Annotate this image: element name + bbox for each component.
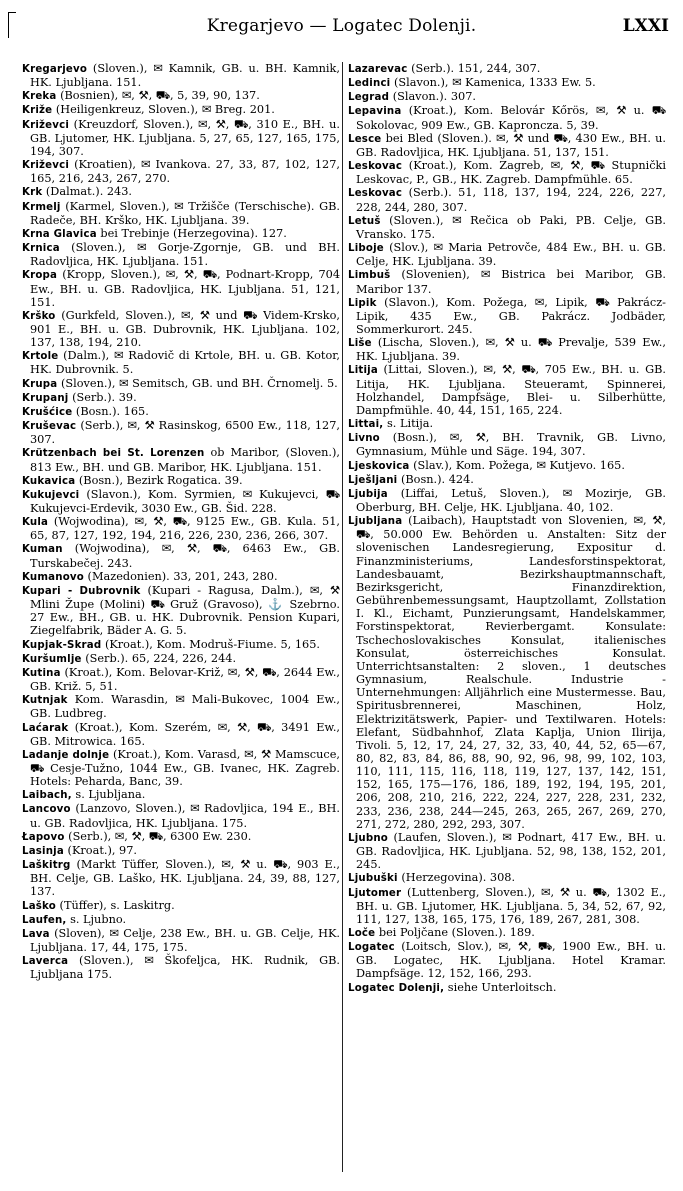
directory-entry — [348, 886, 666, 926]
directory-entry — [22, 309, 340, 349]
directory-entry — [348, 459, 666, 473]
entry-text: (Dalm.), ✉ Radovič di Krtole, BH. u. GB. Kotor, HK. Dubrovnik. 5. — [30, 349, 340, 377]
directory-entry — [22, 515, 340, 542]
directory-entry — [22, 927, 340, 954]
right-column — [348, 62, 666, 995]
directory-entry — [348, 417, 666, 431]
directory-entry — [22, 830, 340, 844]
entry-headword: Liše — [348, 338, 372, 350]
entry-headword: Kula — [22, 517, 49, 529]
entry-headword: Kruševac — [22, 421, 77, 433]
entry-headword: Kukavica — [22, 475, 76, 487]
entry-headword: Kropa — [22, 270, 58, 282]
entry-headword: Laško — [22, 900, 56, 912]
directory-entry — [348, 296, 666, 336]
entry-headword: Laufen, — [22, 914, 67, 926]
entry-text: bei Poljčane (Sloven.). 189. — [378, 926, 535, 939]
entry-headword: Lesce — [348, 133, 382, 145]
entry-text: (Heiligenkreuz, Sloven.), ✉ Breg. 201. — [55, 103, 275, 117]
left-column — [22, 62, 340, 981]
directory-entry — [22, 103, 340, 117]
directory-entry — [22, 570, 340, 584]
entry-headword: Ljubno — [348, 832, 388, 844]
entry-text: (Kroat.), 97. — [67, 843, 138, 857]
entry-headword: Logatec Dolenji, — [348, 982, 445, 994]
entry-headword: Ladanje dolnje — [22, 749, 110, 761]
entry-text: (Kropp, Sloven.), ✉, ⚒, ⛟, Podnart-Kropp, 704 Ew., BH. u. GB. Radovljica, HK. Ljubljana. 51, 121, 151. — [30, 268, 341, 309]
directory-entry — [348, 871, 666, 885]
entry-headword: Lasinja — [22, 845, 64, 857]
entry-text: (Kreuzdorf, Sloven.), ✉, ⚒, ⛟, 310 E., BH. u. GB. Ljutomer, HK. Ljubljana. 5, 27, 65, 127, 165, 175, 194, 307. — [30, 117, 340, 158]
directory-entry — [348, 831, 666, 871]
entry-text: (Laufen, Sloven.), ✉ Podnart, 417 Ew., BH. u. GB. Radovljica, HK. Ljubljana. 52, 98, 138, 152, 201, 245. — [356, 830, 666, 872]
entry-headword: Krmelj — [22, 201, 61, 213]
entry-headword: Krnica — [22, 243, 60, 255]
entry-text: (Kroat.), Kom. Szerém, ✉, ⚒, ⛟, 3491 Ew., GB. Mitrowica. 165. — [30, 720, 341, 748]
entry-text: (Lanzovo, Sloven.), ✉ Radovljica, 194 E., BH. u. GB. Radovljica, HK. Ljubljana. 175. — [30, 802, 340, 830]
entry-headword: Laćarak — [22, 722, 69, 734]
entry-text: (Kroatien), ✉ Ivankova. 27, 33, 87, 102, 127, 165, 216, 243, 267, 270. — [30, 158, 340, 186]
directory-entry — [348, 473, 666, 487]
entry-headword: Lava — [22, 928, 50, 940]
entry-text: (Sloven.), ✉ Gorje-Zgornje, GB. und BH. Radovljica, HK. Ljubljana. 151. — [30, 241, 340, 269]
entry-headword: Laverca — [22, 956, 69, 968]
entry-headword: Kupjak-Skrad — [22, 639, 102, 651]
directory-entry — [348, 132, 666, 159]
directory-entry — [22, 349, 340, 376]
running-title: Kregarjevo — Logatec Dolenji. — [206, 16, 477, 36]
entry-headword: Krupanj — [22, 392, 69, 404]
entry-text: (Bosnien), ✉, ⚒, ⛟, 5, 39, 90, 137. — [60, 89, 260, 103]
entry-text: (Wojwodina), ✉, ⚒, ⛟, 6463 Ew., GB. Turskabečej. 243. — [30, 542, 340, 570]
directory-entry — [22, 638, 340, 652]
entry-text: (Laibach), Hauptstadt von Slovenien, ✉, ⚒, ⛟, 50.000 Ew. Behörden u. Anstalten: Sitz der slovenischen Landesregierung, Expositur d. Finanzministeriums, Landesforstinspektorat, Landesbauamt, Bezirkshauptmannschaft, Bezirksgericht, Finanzdirektion, Gebührenbemessungsamt, Hauptzollamt, Zollstation I. Kl., Eichamt, Punzierungsamt, Handelskammer, Forstinspektorat, Revierbergamt. Konsulate: Tschechoslovakisches Konsulat, italienisches Konsulat, österreichisches Konsulat. Unterrichtsanstalten: 2 sloven., 1 deutsches Gymnasium, Realschule. Industrie - Unternehmungen: Alljährlich eine Mustermesse. Bau, Spiritusbrennerei, Maschinen, Holz, Elektrizitätswerk, Papier- und Textilwaren. Hotels: Elefant, Südbahnhof, Zlata Kaplja, Union Ilirija, Tivoli. 5, 12, 17, 24, 27, 32, 33, 40, 44, 52, 65—67, 80, 82, 83, 84, 86, 88, 90, 92, 96, 98, 99, 102, 103, 110, 111, 115, 116, 118, 119, 127, 137, 142, 151, 152, 165, 175—176, 186, 189, 192, 194, 195, 201, 206, 208, 210, 216, 222, 224, 227, 228, 231, 232, 233, 236, 238, 244—245, 263, 265, 267, 269, 270, 271, 272, 280, 292, 293, 307. — [356, 514, 666, 831]
directory-entry — [348, 487, 666, 514]
directory-entry — [348, 336, 666, 363]
entry-text: bei Bled (Sloven.). ✉, ⚒ und ⛟, 430 Ew., BH. u. GB. Radovljica, HK. Ljubljana. 51, 137, 151. — [356, 131, 666, 159]
directory-entry — [22, 377, 340, 391]
entry-headword: Lepavina — [348, 106, 402, 118]
directory-entry — [22, 446, 340, 473]
directory-entry — [22, 899, 340, 913]
entry-headword: Lancovo — [22, 804, 71, 816]
entry-headword: Križevci — [22, 119, 70, 131]
entry-headword: Ljeskovica — [348, 460, 410, 472]
entry-text: Kom. Warasdin, ✉ Mali-Bukovec, 1004 Ew., GB. Ludbreg. — [30, 693, 341, 721]
entry-text: (Tüffer), s. Laskitrg. — [59, 898, 175, 912]
page-header — [0, 12, 683, 44]
directory-entry — [22, 954, 340, 981]
entry-text: (Bosn.), ✉, ⚒, BH. Travnik, GB. Livno, Gymnasium, Mühle und Säge. 194, 307. — [356, 431, 667, 459]
directory-entry — [348, 214, 666, 241]
directory-entry — [22, 185, 340, 199]
directory-entry — [348, 268, 666, 295]
directory-entry — [22, 474, 340, 488]
entry-text: (Serb.), ✉, ⚒ Rasinskog, 6500 Ew., 118, 127, 307. — [30, 419, 341, 447]
entry-text: (Dalmat.). 243. — [45, 185, 133, 199]
column-divider — [342, 62, 343, 1172]
entry-headword: Ljubuški — [348, 873, 398, 885]
directory-entry — [22, 268, 340, 308]
entry-text: (Bosn.). 424. — [400, 472, 474, 486]
entry-text: (Kroat.), Kom. Belovár Kőrös, ✉, ⚒ u. ⛟ Sokolovac, 909 Ew., GB. Kaproncza. 5, 39. — [356, 104, 667, 132]
entry-text: (Serb.). 51, 118, 137, 194, 224, 226, 227, 228, 244, 280, 307. — [356, 186, 667, 214]
entry-headword: Livno — [348, 433, 380, 445]
entry-text: (Slav.), Kom. Požega, ✉ Kutjevo. 165. — [413, 458, 625, 472]
entry-text: (Herzegovina). 308. — [401, 871, 516, 885]
entry-headword: Krk — [22, 187, 43, 199]
entry-text: (Kupari - Ragusa, Dalm.), ✉, ⚒ Mlini Župe (Molini) ⛟ Gruž (Gravoso), ⚓ Szebrno. 27 Ew., BH., GB. u. HK. Dubrovnik. Pension Kupari, Ziegelfabrik, Bäder A. G. 5. — [30, 583, 340, 638]
entry-headword: Ledinci — [348, 78, 391, 90]
directory-entry — [348, 90, 666, 104]
directory-entry — [348, 241, 666, 268]
entry-text: (Slavon.), ✉ Kamenica, 1333 Ew. 5. — [393, 76, 596, 90]
entry-text: (Kroat.), Kom. Varasd, ✉, ⚒ Mamscuce, ⛟ Cesje-Tužno, 1044 Ew., GB. Ivanec, HK. Zagreb. Hotels: Peharda, Banc, 39. — [30, 747, 340, 789]
entry-text: (Slovenien), ✉ Bistrica bei Maribor, GB. Maribor 137. — [356, 268, 666, 296]
entry-headword: Ljubija — [348, 488, 388, 500]
entry-headword: Krtole — [22, 351, 59, 363]
directory-entry — [22, 158, 340, 185]
entry-headword: Krna Glavica — [22, 228, 97, 240]
entry-headword: Krützenbach bei St. Lorenzen — [22, 448, 205, 460]
entry-text: (Lischa, Sloven.), ✉, ⚒ u. ⛟ Prevalje, 539 Ew., HK. Ljubljana. 39. — [356, 336, 666, 364]
entry-text: (Kroat.), Kom. Belovar-Križ, ✉, ⚒, ⛟, 2644 Ew., GB. Križ. 5, 51. — [30, 665, 340, 694]
directory-entry — [22, 693, 340, 720]
entry-text: (Serb.). 39. — [72, 390, 137, 404]
directory-entry — [22, 62, 340, 89]
entry-text: (Sloven.), ✉ Semitsch, GB. und BH. Črnomelj. 5. — [60, 376, 338, 390]
directory-entry — [22, 419, 340, 446]
directory-entry — [22, 488, 340, 515]
entry-text: (Slavon.). 307. — [392, 90, 476, 104]
entry-text: (Kroat.), Kom. Zagreb, ✉, ⚒, ⛟ Stupnički Leskovac, P., GB., HK. Zagreb. Dampfmühle. 65. — [356, 159, 666, 187]
entry-headword: Kumanovo — [22, 571, 84, 583]
entry-headword: Litija — [348, 365, 378, 377]
entry-headword: Kutina — [22, 667, 61, 679]
directory-entry — [348, 62, 666, 76]
directory-entry — [22, 405, 340, 419]
entry-text: (Gurkfeld, Sloven.), ✉, ⚒ und ⛟ Videm-Krsko, 901 E., BH. u. GB. Dubrovnik, HK. Ljubljana. 102, 137, 138, 194, 210. — [30, 308, 340, 350]
entry-headword: Krško — [22, 310, 56, 322]
entry-headword: Łapovo — [22, 831, 65, 843]
directory-entry — [348, 981, 666, 995]
entry-headword: Lješljani — [348, 474, 398, 486]
entry-headword: Leskovac — [348, 188, 403, 200]
entry-headword: Ljutomer — [348, 887, 402, 899]
directory-entry — [348, 363, 666, 417]
entry-text: (Loitsch, Slov.), ✉, ⚒, ⛟, 1900 Ew., BH. u. GB. Logatec, HK. Ljubljana. Hotel Kramar. Dampfsäge. 12, 152, 166, 293. — [356, 940, 667, 981]
entry-headword: Logatec — [348, 942, 395, 954]
entry-text: (Sloven), ✉ Celje, 238 Ew., BH. u. GB. Celje, HK. Ljubljana. 17, 44, 175, 175. — [30, 926, 341, 954]
directory-entry — [348, 104, 666, 131]
directory-entry — [22, 391, 340, 405]
directory-entry — [22, 844, 340, 858]
directory-entry — [22, 721, 340, 748]
entry-text: (Mazedonien). 33, 201, 243, 280. — [87, 569, 278, 583]
entry-headword: Littai, — [348, 419, 384, 431]
directory-entry — [22, 89, 340, 103]
entry-text: (Serb.). 65, 224, 226, 244. — [85, 651, 237, 665]
entry-text: s. Ljubljana. — [75, 788, 146, 802]
directory-entry — [348, 514, 666, 831]
entry-text: (Sloven.), ✉ Kamnik, GB. u. BH. Kamnik, HK. Ljubljana. 151. — [30, 62, 340, 90]
directory-entry — [348, 76, 666, 90]
directory-entry — [22, 858, 340, 898]
directory-entry — [348, 431, 666, 458]
entry-headword: Loče — [348, 928, 376, 939]
entry-headword: Limbuš — [348, 270, 391, 282]
entry-text: (Sloven.), ✉ Škofeljca, HK. Rudnik, GB. Ljubljana 175. — [30, 954, 341, 982]
directory-entry — [22, 652, 340, 666]
directory-entry — [22, 241, 340, 268]
directory-entry — [22, 227, 340, 241]
entry-headword: Kregarjevo — [22, 64, 88, 75]
entry-headword: Kuman — [22, 544, 63, 556]
entry-headword: Krušćice — [22, 406, 73, 418]
directory-entry — [22, 666, 340, 693]
directory-entry — [22, 542, 340, 569]
entry-text: (Liffai, Letuš, Sloven.), ✉ Mozirje, GB. Oberburg, BH. Celje, HK. Ljubljana. 40, 102. — [356, 486, 667, 514]
directory-entry — [348, 926, 666, 940]
entry-text: (Bosn.), Bezirk Rogatica. 39. — [78, 473, 243, 487]
entry-headword: Laibach, — [22, 790, 72, 802]
entry-headword: Liboje — [348, 243, 384, 255]
entry-headword: Kutnjak — [22, 695, 68, 707]
entry-headword: Križevci — [22, 160, 70, 172]
entry-headword: Ljubljana — [348, 516, 403, 528]
entry-text: (Serb.). 151, 244, 307. — [411, 62, 541, 75]
entry-headword: Lipik — [348, 297, 377, 309]
directory-entry — [22, 788, 340, 802]
entry-headword: Kreka — [22, 91, 57, 103]
entry-headword: Leskovac — [348, 161, 403, 173]
entry-headword: Letuš — [348, 215, 381, 227]
entry-headword: Lazarevac — [348, 64, 408, 75]
directory-entry — [22, 200, 340, 227]
entry-text: (Slavon.), Kom. Syrmien, ✉ Kukujevci, ⛟ Kukujevci-Erdevik, 3030 Ew., GB. Šid. 228. — [30, 487, 340, 515]
entry-headword: Legrad — [348, 92, 390, 104]
entry-text: (Slov.), ✉ Maria Petrovče, 484 Ew., BH. u. GB. Celje, HK. Ljubljana. 39. — [356, 241, 666, 269]
directory-entry — [22, 584, 340, 638]
entry-headword: Kupari - Dubrovnik — [22, 585, 141, 597]
entry-headword: Laškitrg — [22, 860, 71, 872]
entry-text: (Markt Tüffer, Sloven.), ✉, ⚒ u. ⛟, 903 E., BH. Celje, GB. Laško, HK. Ljubljana. 24, 39, 88, 127, 137. — [30, 858, 340, 899]
entry-headword: Kuršumlje — [22, 653, 82, 665]
directory-entry — [22, 118, 340, 158]
entry-text: (Sloven.), ✉ Rečica ob Paki, PB. Celje, GB. Vransko. 175. — [356, 213, 666, 241]
entry-headword: Kukujevci — [22, 489, 80, 501]
directory-entry — [22, 748, 340, 788]
entry-text: bei Trebinje (Herzegovina). 127. — [100, 226, 287, 240]
directory-entry — [22, 802, 340, 829]
entry-text: (Littai, Sloven.), ✉, ⚒, ⛟, 705 Ew., BH. u. GB. Litija, HK. Ljubljana. Steueramt, Spinnerei, Holzhandel, Dampfsäge, Blei- u. Silberhütte, Dampfmühle. 40, 44, 151, 165, 224. — [356, 363, 666, 417]
entry-text: (Bosn.). 165. — [75, 404, 149, 418]
entry-text: siehe Unterloitsch. — [447, 980, 557, 994]
entry-headword: Krupa — [22, 378, 58, 390]
entry-text: (Serb.), ✉, ⚒, ⛟, 6300 Ew. 230. — [68, 829, 252, 843]
entry-text: s. Ljubno. — [70, 912, 127, 926]
directory-entry — [22, 913, 340, 927]
directory-entry — [348, 186, 666, 213]
entry-text: ob Maribor, (Sloven.), 813 Ew., BH. und GB. Maribor, HK. Ljubljana. 151. — [30, 446, 340, 474]
directory-entry — [348, 940, 666, 980]
entry-headword: Križe — [22, 105, 53, 117]
entry-text: (Wojwodina), ✉, ⚒, ⛟, 9125 Ew., GB. Kula. 51, 65, 87, 127, 192, 194, 216, 226, 230, 236, 266, 307. — [30, 515, 340, 543]
entry-text: (Luttenberg, Sloven.), ✉, ⚒ u. ⛟, 1302 E., BH. u. GB. Ljutomer, HK. Ljubljana. 5, 34, 52, 67, 92, 111, 127, 138, 165, 175, 176, 189, 267, 281, 308. — [356, 885, 666, 926]
directory-entry — [348, 159, 666, 186]
page-number: LXXI — [622, 16, 669, 36]
entry-text: s. Litija. — [386, 417, 434, 431]
entry-text: (Karmel, Sloven.), ✉ Tržišče (Terschische). GB. Radeče, BH. Krško, HK. Ljubljana. 39. — [30, 199, 340, 227]
entry-text: (Kroat.), Kom. Modruš-Fiume. 5, 165. — [104, 637, 320, 651]
entry-text: (Slavon.), Kom. Požega, ✉, Lipik, ⛟ Pakrácz-Lipik, 435 Ew., GB. Pakrácz. Jodbäder, Sommerkurort. 245. — [356, 295, 667, 336]
